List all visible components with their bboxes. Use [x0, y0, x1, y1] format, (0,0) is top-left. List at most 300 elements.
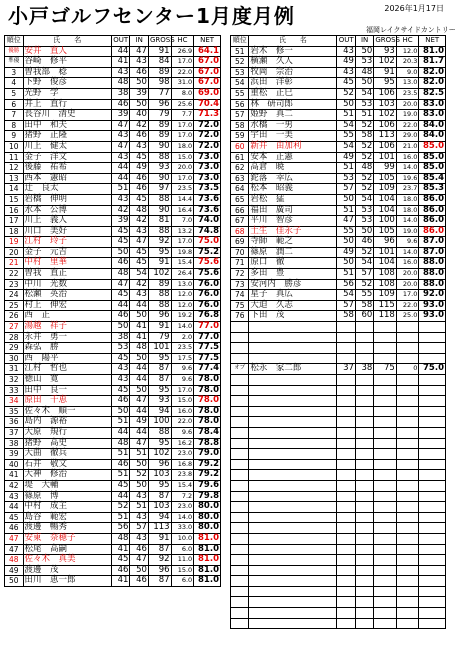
- player-name: 松尾 高嗣: [23, 544, 111, 555]
- handicap: [396, 491, 419, 502]
- table-row: [5, 300, 221, 311]
- gross-score: 92: [148, 237, 171, 248]
- gross-score: 95: [148, 247, 171, 258]
- table-header-row: [231, 36, 446, 47]
- rank-cell: 48: [5, 555, 24, 566]
- in-score: 48: [355, 67, 373, 78]
- net-score: 87.0: [419, 247, 446, 258]
- gross-score: 88: [148, 300, 171, 311]
- out-score: [337, 480, 355, 491]
- net-score: [419, 523, 446, 534]
- in-score: [355, 332, 373, 343]
- gross-score: 96: [374, 237, 397, 248]
- out-score: [337, 565, 355, 576]
- net-score: 76.0: [194, 300, 221, 311]
- handicap: 23.8: [171, 470, 194, 481]
- net-score: [419, 375, 446, 386]
- table-row: [5, 364, 221, 375]
- handicap: [396, 533, 419, 544]
- rank-cell: [231, 322, 249, 333]
- gross-score: 91: [148, 258, 171, 269]
- out-score: 43: [111, 152, 130, 163]
- out-score: 55: [337, 131, 355, 142]
- net-score: [419, 449, 446, 460]
- in-score: 57: [130, 523, 149, 534]
- handicap: [396, 459, 419, 470]
- rank-cell: 31: [5, 364, 24, 375]
- net-score: 81.0: [194, 533, 221, 544]
- handicap: 22.0: [396, 120, 419, 131]
- gross-score: 89: [148, 120, 171, 131]
- handicap: 14.0: [171, 512, 194, 523]
- in-score: 48: [355, 163, 373, 174]
- player-name: 村上 伸宏: [23, 300, 111, 311]
- player-name: [249, 449, 337, 460]
- handicap: 19.0: [396, 110, 419, 121]
- rank-cell: [231, 353, 249, 364]
- rank-cell: 65: [231, 194, 249, 205]
- rank-cell: [231, 512, 249, 523]
- handicap: 19.8: [171, 247, 194, 258]
- rank-cell: [231, 406, 249, 417]
- handicap: [396, 417, 419, 428]
- out-score: 50: [337, 99, 355, 110]
- gross-score: 88: [148, 226, 171, 237]
- in-score: 50: [130, 480, 149, 491]
- handicap: 20.0: [171, 163, 194, 174]
- rank-cell: [231, 608, 249, 619]
- player-name: 重松 正巳: [249, 88, 337, 99]
- out-score: 43: [111, 194, 130, 205]
- rank-cell: 39: [5, 449, 24, 460]
- table-row: [231, 502, 446, 513]
- gross-score: 118: [374, 311, 397, 322]
- rank-cell: [231, 576, 249, 587]
- table-row: [231, 332, 446, 343]
- in-score: 43: [130, 226, 149, 237]
- results-table-right: [230, 35, 446, 629]
- out-score: 42: [111, 205, 130, 216]
- net-score: [419, 438, 446, 449]
- gross-score: 88: [148, 427, 171, 438]
- table-row: [5, 237, 221, 248]
- net-score: 78.0: [194, 406, 221, 417]
- table-row: [5, 258, 221, 269]
- results-table-left: [4, 35, 221, 587]
- player-name: 大迫 久志: [249, 300, 337, 311]
- table-row: [231, 131, 446, 142]
- in-score: 50: [130, 311, 149, 322]
- col-hc-header: HC: [396, 36, 419, 47]
- gross-score: [374, 555, 397, 566]
- gross-score: 87: [148, 544, 171, 555]
- handicap: 2.0: [171, 332, 194, 343]
- in-score: 50: [130, 565, 149, 576]
- player-name: 鉈落 幸広: [249, 173, 337, 184]
- player-name: 井上 直行: [23, 99, 111, 110]
- handicap: 17.0: [171, 57, 194, 68]
- col-rank-header: 順位: [5, 36, 24, 47]
- rank-cell: [231, 417, 249, 428]
- player-name: 西 陽平: [23, 353, 111, 364]
- player-name: [249, 576, 337, 587]
- net-score: 80.0: [194, 512, 221, 523]
- in-score: 55: [355, 290, 373, 301]
- handicap: 12.0: [171, 290, 194, 301]
- col-gross-header: GROSS: [374, 36, 397, 47]
- rank-cell: 72: [231, 269, 249, 280]
- table-row: [231, 597, 446, 608]
- handicap: 16.4: [171, 205, 194, 216]
- rank-cell: 56: [231, 99, 249, 110]
- gross-score: 92: [148, 555, 171, 566]
- rank-cell: 25: [5, 300, 24, 311]
- in-score: [355, 417, 373, 428]
- player-name: 西 正: [23, 311, 111, 322]
- in-score: 46: [130, 544, 149, 555]
- gross-score: 103: [148, 502, 171, 513]
- player-name: 高倉 暁: [249, 163, 337, 174]
- player-name: [249, 555, 337, 566]
- handicap: 17.0: [171, 173, 194, 184]
- out-score: 44: [111, 300, 130, 311]
- rank-cell: 17: [5, 216, 24, 227]
- out-score: [337, 502, 355, 513]
- player-name: 松永 家二郎: [249, 364, 337, 375]
- table-row: [231, 375, 446, 386]
- in-score: 43: [130, 533, 149, 544]
- col-out-header: OUT: [111, 36, 130, 47]
- out-score: [337, 385, 355, 396]
- out-score: 37: [337, 364, 355, 375]
- rank-cell: 4: [5, 78, 24, 89]
- in-score: 52: [355, 279, 373, 290]
- in-score: [355, 597, 373, 608]
- net-score: [419, 343, 446, 354]
- net-score: 77.5: [194, 353, 221, 364]
- in-score: 43: [130, 512, 149, 523]
- net-score: 82.0: [419, 78, 446, 89]
- handicap: 23.5: [396, 88, 419, 99]
- in-score: 60: [355, 311, 373, 322]
- handicap: [396, 438, 419, 449]
- out-score: 41: [111, 544, 130, 555]
- course-name: 福岡レイクサイドカントリー: [366, 26, 456, 34]
- player-name: 林 研司郎: [249, 99, 337, 110]
- player-name: 田川 恵一郎: [23, 576, 111, 587]
- in-score: 50: [355, 226, 373, 237]
- out-score: 53: [337, 173, 355, 184]
- net-score: 72.0: [194, 131, 221, 142]
- net-score: 87.0: [419, 237, 446, 248]
- in-score: 50: [130, 78, 149, 89]
- net-score: [419, 565, 446, 576]
- in-score: 49: [130, 163, 149, 174]
- player-name: [249, 480, 337, 491]
- table-row: [231, 406, 446, 417]
- in-score: 50: [355, 78, 373, 89]
- gross-score: [374, 438, 397, 449]
- table-row: [231, 417, 446, 428]
- net-score: 81.0: [419, 46, 446, 57]
- net-score: 80.0: [194, 523, 221, 534]
- net-score: [419, 491, 446, 502]
- rank-cell: 21: [5, 258, 24, 269]
- gross-score: 109: [374, 184, 397, 195]
- net-score: 82.5: [419, 88, 446, 99]
- table-row: [231, 544, 446, 555]
- player-name: 猪野 高史: [23, 438, 111, 449]
- out-score: [337, 533, 355, 544]
- table-header-row: [5, 36, 221, 47]
- player-name: 原口 徹: [249, 258, 337, 269]
- rank-cell: 6: [5, 99, 24, 110]
- handicap: [396, 375, 419, 386]
- handicap: 14.0: [171, 322, 194, 333]
- in-score: 52: [355, 120, 373, 131]
- handicap: 16.0: [396, 152, 419, 163]
- in-score: 43: [130, 491, 149, 502]
- net-score: 72.0: [194, 120, 221, 131]
- player-name: 田中 良一: [23, 385, 111, 396]
- in-score: 38: [355, 364, 373, 375]
- table-row: [5, 311, 221, 322]
- net-score: 84.0: [419, 131, 446, 142]
- gross-score: 95: [148, 480, 171, 491]
- rank-cell: 47: [5, 533, 24, 544]
- out-score: [337, 332, 355, 343]
- rank-cell: 3: [5, 67, 24, 78]
- net-score: 73.5: [194, 184, 221, 195]
- out-score: 43: [111, 67, 130, 78]
- in-score: 54: [130, 269, 149, 280]
- rank-cell: 29: [5, 343, 24, 354]
- rank-cell: 準優: [5, 57, 24, 68]
- out-score: 46: [111, 396, 130, 407]
- out-score: 45: [111, 237, 130, 248]
- player-name: 中村 成主: [23, 502, 111, 513]
- gross-score: 87: [148, 364, 171, 375]
- in-score: 46: [130, 131, 149, 142]
- out-score: 48: [111, 533, 130, 544]
- rank-cell: 32: [5, 375, 24, 386]
- in-score: 46: [355, 237, 373, 248]
- table-row: [231, 491, 446, 502]
- in-score: 51: [130, 502, 149, 513]
- player-name: 新井 由加利: [249, 141, 337, 152]
- net-score: 79.6: [194, 480, 221, 491]
- gross-score: [374, 385, 397, 396]
- in-score: [355, 565, 373, 576]
- handicap: 9.0: [396, 67, 419, 78]
- gross-score: [374, 491, 397, 502]
- handicap: 29.0: [396, 131, 419, 142]
- out-score: 50: [337, 194, 355, 205]
- handicap: 20.0: [396, 269, 419, 280]
- player-name: [249, 343, 337, 354]
- rank-cell: オブ: [231, 364, 249, 375]
- in-score: 43: [130, 57, 149, 68]
- in-score: 43: [130, 290, 149, 301]
- player-name: 森弘 勝: [23, 343, 111, 354]
- rank-cell: 67: [231, 216, 249, 227]
- player-name: 岩木 修一: [249, 46, 337, 57]
- in-score: [355, 586, 373, 597]
- net-score: 81.7: [419, 57, 446, 68]
- table-row: [5, 576, 221, 587]
- in-score: 48: [130, 205, 149, 216]
- in-score: [355, 438, 373, 449]
- gross-score: 75: [374, 364, 397, 375]
- in-score: [355, 375, 373, 386]
- rank-cell: 40: [5, 459, 24, 470]
- gross-score: 89: [148, 131, 171, 142]
- out-score: 49: [337, 247, 355, 258]
- col-out-header: OUT: [337, 36, 355, 47]
- rank-cell: 76: [231, 311, 249, 322]
- handicap: 9.6: [171, 364, 194, 375]
- rank-cell: 12: [5, 163, 24, 174]
- gross-score: 77: [148, 88, 171, 99]
- player-name: 星子 真広: [249, 290, 337, 301]
- player-name: 松本 昭義: [249, 184, 337, 195]
- gross-score: 100: [374, 216, 397, 227]
- gross-score: [374, 533, 397, 544]
- handicap: [396, 565, 419, 576]
- in-score: [355, 322, 373, 333]
- gross-score: 104: [374, 205, 397, 216]
- out-score: [337, 470, 355, 481]
- out-score: [337, 523, 355, 534]
- player-name: [249, 544, 337, 555]
- player-name: 中村 里華: [23, 258, 111, 269]
- out-score: 38: [111, 88, 130, 99]
- gross-score: 105: [374, 226, 397, 237]
- out-score: [337, 417, 355, 428]
- table-row: [5, 343, 221, 354]
- net-score: 85.0: [419, 141, 446, 152]
- net-score: 70.4: [194, 99, 221, 110]
- gross-score: 98: [148, 78, 171, 89]
- out-score: [337, 427, 355, 438]
- handicap: 18.0: [396, 194, 419, 205]
- in-score: [355, 618, 373, 629]
- rank-cell: [231, 618, 249, 629]
- rank-cell: 58: [231, 120, 249, 131]
- in-score: 57: [355, 269, 373, 280]
- player-name: 横瀬 久人: [249, 57, 337, 68]
- player-name: 水橋 一男: [249, 120, 337, 131]
- gross-score: [374, 618, 397, 629]
- net-score: 92.0: [419, 290, 446, 301]
- col-rank-header: 順位: [231, 36, 249, 47]
- net-score: [419, 406, 446, 417]
- handicap: 13.0: [171, 279, 194, 290]
- out-score: [337, 449, 355, 460]
- out-score: 49: [337, 57, 355, 68]
- handicap: [396, 523, 419, 534]
- player-name: 佐々木 真美: [23, 555, 111, 566]
- rank-cell: [231, 385, 249, 396]
- table-row: [5, 141, 221, 152]
- rank-cell: 28: [5, 332, 24, 343]
- in-score: 42: [130, 216, 149, 227]
- net-score: 76.8: [194, 311, 221, 322]
- player-name: [249, 618, 337, 629]
- player-name: 曽我部 稔: [23, 67, 111, 78]
- net-score: [419, 396, 446, 407]
- rank-cell: [231, 502, 249, 513]
- handicap: [396, 555, 419, 566]
- net-score: 79.8: [194, 491, 221, 502]
- out-score: 46: [111, 459, 130, 470]
- in-score: [355, 385, 373, 396]
- gross-score: 103: [148, 470, 171, 481]
- gross-score: 79: [148, 110, 171, 121]
- out-score: 38: [111, 332, 130, 343]
- in-score: [355, 353, 373, 364]
- out-score: [337, 608, 355, 619]
- net-score: [419, 459, 446, 470]
- gross-score: 106: [374, 120, 397, 131]
- out-score: [337, 459, 355, 470]
- rank-cell: 66: [231, 205, 249, 216]
- in-score: 44: [130, 375, 149, 386]
- in-score: 51: [130, 449, 149, 460]
- rank-cell: 52: [231, 57, 249, 68]
- out-score: [337, 544, 355, 555]
- out-score: 52: [337, 88, 355, 99]
- table-row: [5, 184, 221, 195]
- in-score: 53: [355, 216, 373, 227]
- out-score: 55: [337, 226, 355, 237]
- net-score: 67.0: [194, 67, 221, 78]
- table-row: [231, 78, 446, 89]
- net-score: 76.0: [194, 279, 221, 290]
- gross-score: 102: [374, 110, 397, 121]
- out-score: 51: [337, 205, 355, 216]
- in-score: 51: [355, 110, 373, 121]
- table-row: [231, 608, 446, 619]
- gross-score: 108: [374, 269, 397, 280]
- player-name: 岩橋 伸明: [23, 194, 111, 205]
- player-name: [249, 406, 337, 417]
- net-score: 77.0: [194, 332, 221, 343]
- net-score: 74.0: [194, 216, 221, 227]
- in-score: 47: [130, 555, 149, 566]
- handicap: 10.0: [171, 533, 194, 544]
- player-name: 水本 公博: [23, 205, 111, 216]
- handicap: 14.4: [171, 194, 194, 205]
- net-score: 78.0: [194, 385, 221, 396]
- out-score: 47: [111, 141, 130, 152]
- player-name: 長谷川 清史: [23, 110, 111, 121]
- rank-cell: 11: [5, 152, 24, 163]
- gross-score: [374, 459, 397, 470]
- handicap: 25.0: [396, 311, 419, 322]
- event-date: 2026年1月17日: [384, 4, 444, 13]
- gross-score: [374, 608, 397, 619]
- table-row: [5, 375, 221, 386]
- out-score: 56: [111, 523, 130, 534]
- out-score: 46: [111, 258, 130, 269]
- out-score: 52: [111, 502, 130, 513]
- net-score: 76.0: [194, 290, 221, 301]
- player-name: 渡邊 茂: [23, 565, 111, 576]
- rank-cell: 14: [5, 184, 24, 195]
- rank-cell: 16: [5, 205, 24, 216]
- player-name: 福田 廣司: [249, 205, 337, 216]
